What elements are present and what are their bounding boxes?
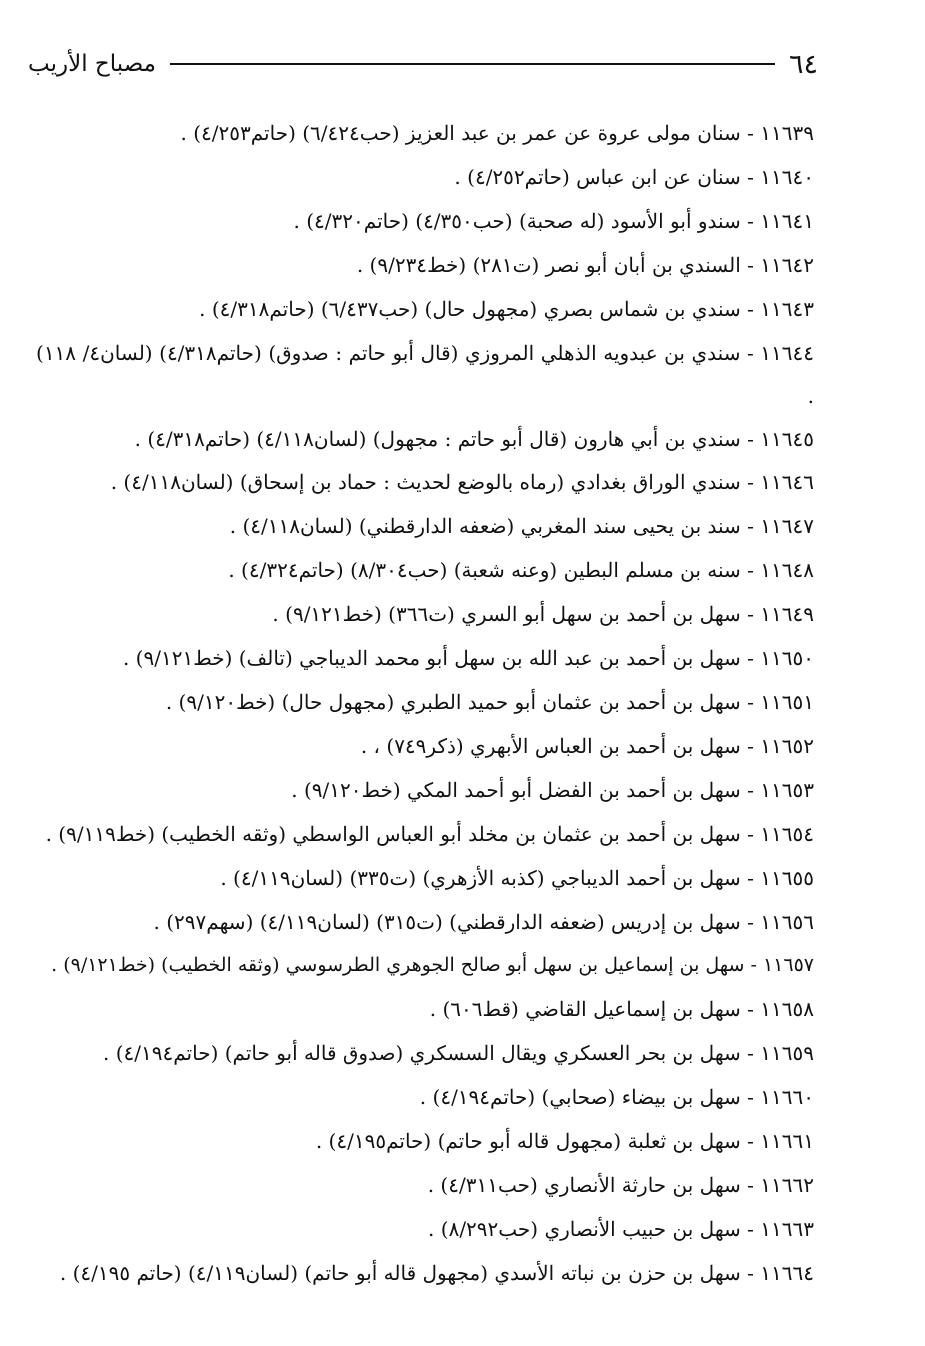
header-rule — [170, 63, 775, 65]
entry-11650: ١١٦٥٠ - سهل بن أحمد بن عبد الله بن سهل أبو محمد الديباجي (تالف) (خط٩/١٢١) . — [122, 646, 814, 671]
entry-11653: ١١٦٥٣ - سهل بن أحمد بن الفضل أبو أحمد المكي (خط٩/١٢٠) . — [291, 777, 814, 802]
page-header — [28, 44, 818, 84]
entry-11645: ١١٦٤٥ - سندي بن أبي هارون (قال أبو حاتم : مجهول) (لسان٤/١١٨) (حاتم٤/٣١٨) . — [134, 426, 814, 451]
entry-11647: ١١٦٤٧ - سند بن يحيى سند المغربي (ضعفه الدارقطني) (لسان٤/١١٨) . — [229, 514, 814, 539]
running-title: مصباح الأريب — [28, 51, 156, 77]
entry-11654: ١١٦٥٤ - سهل بن أحمد بن عثمان بن مخلد أبو العباس الواسطي (وثقه الخطيب) (خط٩/١١٩) . — [45, 821, 814, 846]
entry-11639: ١١٦٣٩ - سنان مولى عروة عن عمر بن عبد العزيز (حب٦/٤٢٤) (حاتم٤/٢٥٣) . — [180, 121, 814, 145]
entry-11657: ١١٦٥٧ - سهل بن إسماعيل بن سهل أبو صالح الجوهري الطرسوسي (وثقه الخطيب) (خط٩/١٢١) . — [51, 954, 814, 977]
entry-11649: ١١٦٤٩ - سهل بن أحمد بن سهل أبو السري (ت٣٦٦) (خط٩/١٢١) . — [272, 602, 814, 627]
entry-11644: ١١٦٤٤ - سندي بن عبدويه الذهلي المروزي (قال أبو حاتم : صدوق) (حاتم٤/٣١٨) (لسان٤/ ١١٨) . — [36, 340, 814, 408]
entry-11663: ١١٦٦٣ - سهل بن حبيب الأنصاري (حب٨/٢٩٢) . — [428, 1216, 814, 1241]
page-number: ٦٤ — [788, 48, 818, 80]
entry-11643: ١١٦٤٣ - سندي بن شماس بصري (مجهول حال) (حب٦/٤٣٧) (حاتم٤/٣١٨) . — [199, 296, 814, 321]
entry-11646: ١١٦٤٦ - سندي الوراق بغدادي (رماه بالوضع لحديث : حماد بن إسحاق) (لسان٤/١١٨) . — [110, 470, 814, 495]
entry-11658: ١١٦٥٨ - سهل بن إسماعيل القاضي (قط٦٠٦) . — [429, 997, 814, 1022]
entry-11664: ١١٦٦٤ - سهل بن حزن بن نباته الأسدي (مجهول قاله أبو حاتم) (لسان٤/١١٩) (حاتم ٤/١٩٥) . — [59, 1260, 814, 1285]
entry-11641: ١١٦٤١ - سندو أبو الأسود (له صحبة) (حب٤/٣٥٠) (حاتم٤/٣٢٠) . — [293, 208, 814, 233]
entry-11662: ١١٦٦٢ - سهل بن حارثة الأنصاري (حب٤/٣١١) . — [427, 1172, 814, 1197]
entry-11652: ١١٦٥٢ - سهل بن أحمد بن العباس الأبهري (ذكر٧٤٩) ، . — [360, 733, 814, 758]
entry-11661: ١١٦٦١ - سهل بن ثعلبة (مجهول قاله أبو حاتم) (حاتم٤/١٩٥) . — [315, 1129, 814, 1154]
entry-11642: ١١٦٤٢ - السندي بن أبان أبو نصر (ت٢٨١) (خط٩/٢٣٤) . — [356, 252, 814, 277]
entry-11648: ١١٦٤٨ - سنه بن مسلم البطين (وعنه شعبة) (حب٨/٣٠٤) (حاتم٤/٣٢٤) . — [228, 558, 814, 583]
entry-11651: ١١٦٥١ - سهل بن أحمد بن عثمان أبو حميد الطبري (مجهول حال) (خط٩/١٢٠) . — [165, 689, 814, 714]
entry-11660: ١١٦٦٠ - سهل بن بيضاء (صحابي) (حاتم٤/١٩٤) . — [419, 1085, 814, 1110]
entry-list — [36, 112, 814, 1296]
entry-11655: ١١٦٥٥ - سهل بن أحمد الديباجي (كذبه الأزهري) (ت٣٣٥) (لسان٤/١١٩) . — [220, 865, 814, 890]
entry-11659: ١١٦٥٩ - سهل بن بحر العسكري ويقال السسكري (صدوق قاله أبو حاتم) (حاتم٤/١٩٤) . — [102, 1041, 814, 1066]
entry-11640: ١١٦٤٠ - سنان عن ابن عباس (حاتم٤/٢٥٢) . — [454, 164, 814, 189]
entry-11656: ١١٦٥٦ - سهل بن إدريس (ضعفه الدارقطني) (ت٣١٥) (لسان٤/١١٩) (سهم٢٩٧) . — [153, 909, 814, 934]
